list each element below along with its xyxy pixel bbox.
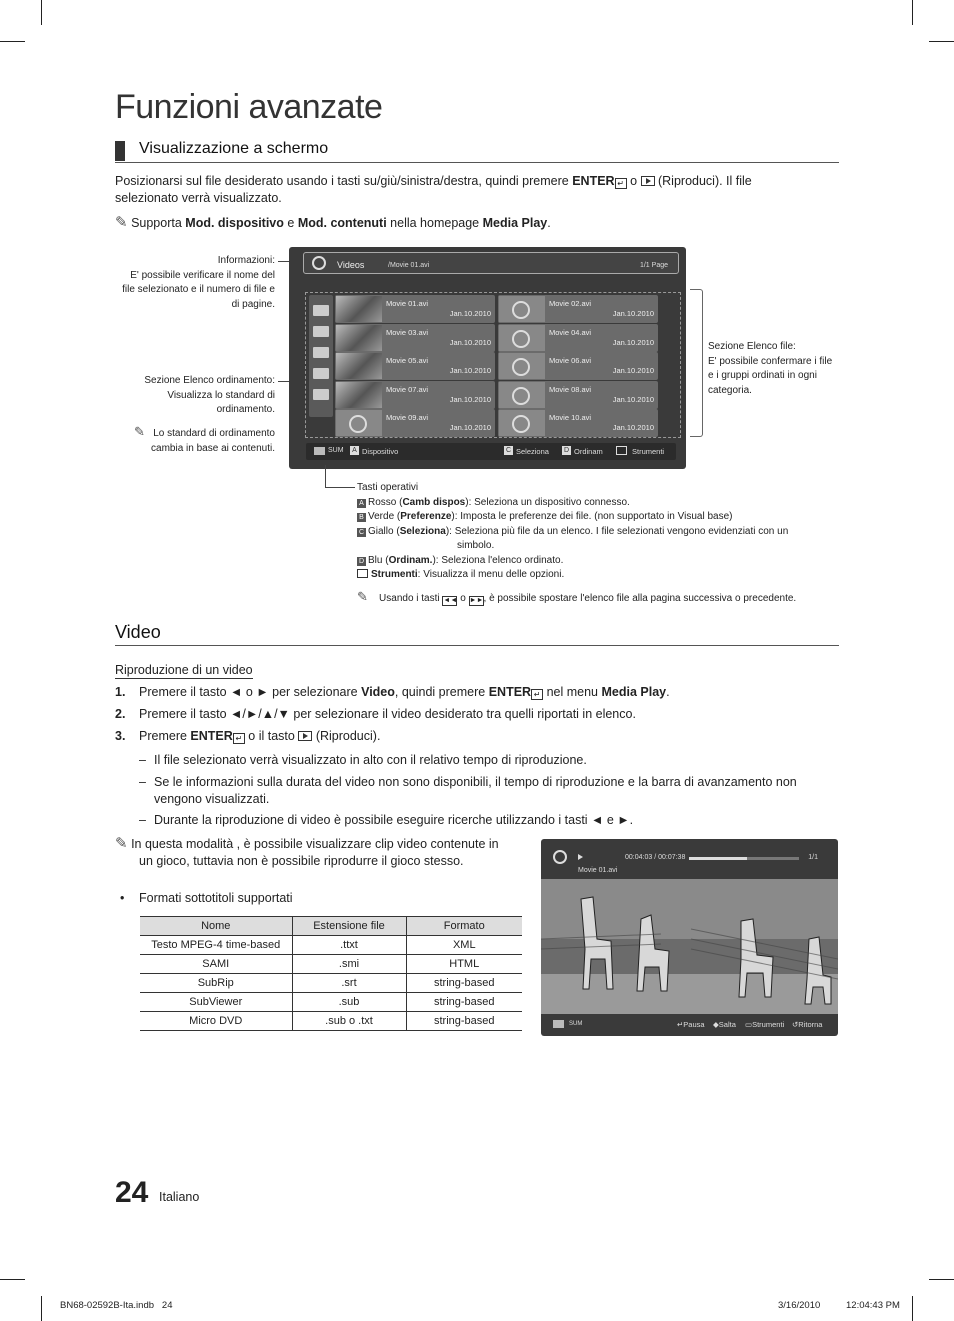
dash-text: Se le informazioni sulla durata del video non sono disponibili, il tempo di riproduzione e la barra di avanzamento non (154, 775, 797, 789)
step-text: nel menu (546, 685, 598, 699)
note-text: un gioco, tuttavia non è possibile riprodurre il gioco stesso. (139, 854, 464, 868)
return-icon: ↺ (792, 1020, 799, 1029)
callout-line: cambia in base ai contenuti. (151, 442, 275, 454)
info-bar (303, 252, 679, 274)
callout-line: categoria. (708, 384, 752, 396)
enter-icon: ↵ (233, 733, 245, 744)
file-name: Movie 01.avi (578, 867, 618, 874)
pause-control[interactable] (677, 1020, 705, 1029)
step-bold: Video (361, 685, 395, 699)
skip-control[interactable] (713, 1020, 736, 1029)
file-name: Movie 07.avi (386, 384, 429, 394)
heading-rule (115, 162, 839, 163)
sort-folder-icon[interactable] (313, 305, 329, 316)
operation-bar (306, 443, 676, 460)
file-item[interactable] (335, 352, 495, 380)
sort-calendar-icon[interactable] (313, 368, 329, 379)
usb-icon (314, 447, 325, 455)
file-item[interactable] (498, 324, 658, 352)
crop-mark (0, 1279, 25, 1280)
file-item[interactable] (498, 409, 658, 437)
table-header: Estensione file (292, 917, 406, 936)
tools-button[interactable]: Strumenti (632, 447, 665, 456)
key-text: ): Seleziona più file da un elenco. I file selezionati vengono evidenziati con un (445, 525, 789, 537)
table-cell: Micro DVD (140, 1012, 292, 1031)
sum-label: SUM (328, 447, 344, 454)
note-bold: Media Play (482, 216, 548, 230)
callout-line: Informazioni: (217, 255, 275, 266)
callout-line: e i gruppi ordinati in ogni (708, 370, 817, 381)
tools-label: Strumenti (752, 1020, 785, 1029)
heading-rule (115, 645, 839, 646)
media-play-screen (289, 247, 686, 469)
playback-time: 00:04:03 / 00:07:38 (625, 854, 686, 861)
key-text: ): Imposta le preferenze dei file. (non supportato in Visual base) (451, 511, 733, 522)
play-icon (298, 731, 312, 741)
note-text: nella homepage (390, 216, 480, 230)
step-number: 3. (115, 729, 126, 743)
table-row (140, 955, 522, 974)
dash-text: Il file selezionato verrà visualizzato in alto con il relativo tempo di riproduzione. (154, 753, 587, 767)
note-text: In questa modalità , è possibile visualizzare clip video contenute in (131, 837, 499, 851)
sort-date-icon[interactable] (313, 347, 329, 358)
callout-filelist (708, 340, 848, 398)
file-item[interactable] (498, 295, 658, 323)
enter-icon: ↵ (677, 1020, 684, 1029)
callout-line: E' possibile verificare il nome del (130, 269, 275, 281)
crop-mark (912, 0, 913, 25)
crop-mark (0, 41, 25, 42)
step-text: (Riproduci). (315, 729, 381, 743)
return-control[interactable] (792, 1020, 822, 1029)
table-cell: Testo MPEG-4 time-based (140, 936, 292, 955)
usb-icon (553, 1020, 564, 1028)
file-thumbnail (499, 382, 545, 408)
file-date: Jan.10.2010 (449, 309, 491, 318)
file-path: /Movie 01.avi (388, 262, 430, 269)
file-item[interactable] (498, 352, 658, 380)
file-date: Jan.10.2010 (612, 366, 654, 375)
key-bold: Camb dispos (402, 496, 466, 508)
tools-icon (357, 569, 368, 578)
file-thumbnail (336, 325, 382, 351)
callout-line: ordinamento. (216, 404, 275, 415)
file-date: Jan.10.2010 (612, 394, 654, 404)
dash-mark: – (139, 813, 146, 827)
crop-mark (912, 1296, 913, 1321)
key-text: Blu ( (368, 554, 389, 566)
file-name: Movie 08.avi (549, 384, 592, 394)
file-date: Jan.10.2010 (612, 337, 654, 347)
dash-text: vengono visualizzati. (154, 792, 270, 806)
intro-text: Posizionarsi sul file desiderato usando i tasti su/giù/sinistra/destra, quindi premere (115, 174, 569, 188)
pause-label: Pausa (683, 1020, 705, 1029)
enter-label: ENTER (488, 685, 532, 699)
table-cell: HTML (406, 955, 522, 974)
key-text: Verde ( (368, 511, 401, 522)
callout-info (100, 254, 275, 312)
table-cell: SubViewer (140, 993, 292, 1012)
dash-item-1 (139, 752, 839, 769)
file-thumbnail (499, 325, 545, 351)
key-c-icon: C (358, 528, 365, 536)
video-heading: Video (115, 622, 161, 642)
dash-item-3 (139, 812, 839, 829)
table-cell: string-based (406, 993, 522, 1012)
video-reel-icon (512, 387, 530, 405)
file-date: Jan.10.2010 (612, 423, 654, 432)
key-text: ): Seleziona l'elenco ordinato. (432, 554, 564, 566)
callout-line: E' possibile confermare i file (708, 355, 833, 367)
key-text: ): Seleziona un dispositivo connesso. (465, 496, 630, 508)
page-count: 1/1 Page (639, 262, 668, 269)
keys-leader (325, 487, 355, 488)
enter-label: ENTER (572, 174, 615, 188)
rewind-icon: ◄◄ (443, 596, 458, 604)
video-reel-icon (512, 415, 530, 433)
table-header: Formato (406, 917, 522, 936)
subheading: Riproduzione di un video (115, 663, 253, 677)
key-bold: Strumenti (371, 569, 418, 580)
file-name: Movie 03.avi (386, 327, 429, 337)
file-thumbnail (499, 410, 545, 436)
file-name: Movie 04.avi (549, 327, 592, 337)
note-pencil-icon: ✎ (115, 835, 128, 852)
subtitle-table (140, 916, 522, 1031)
file-date: Jan.10.2010 (449, 366, 491, 375)
intro-paragraph (115, 173, 845, 207)
table-row (140, 974, 522, 993)
step-text: Premere il tasto ◄ o ► per selezionare (139, 685, 358, 699)
table-cell: SAMI (140, 955, 292, 974)
category-label: Videos (337, 260, 365, 270)
step-1 (115, 684, 845, 701)
table-cell: .sub o .txt (292, 1012, 406, 1031)
dash-mark: – (139, 775, 146, 789)
file-thumbnail (336, 353, 382, 379)
callout-line: file selezionato e il numero di file e (122, 284, 275, 295)
progress-bar[interactable] (689, 857, 799, 860)
dash-item-2 (139, 774, 839, 808)
sum-label: SUM (569, 1021, 583, 1027)
keys-heading: Tasti operativi (357, 482, 419, 493)
skip-label: Salta (718, 1020, 736, 1029)
video-reel-icon (312, 256, 326, 270)
key-text: Usando i tasti (379, 592, 440, 604)
table-cell: string-based (406, 1012, 522, 1031)
file-thumbnail (336, 382, 382, 408)
page-number: 24 (115, 1176, 149, 1209)
note-line (115, 214, 845, 232)
callout-sort-note (100, 425, 275, 456)
step-text: o il tasto (248, 729, 295, 743)
callout-sort (100, 374, 275, 418)
table-cell: .ttxt (292, 936, 406, 955)
key-text: , è possibile spostare l'elenco file alla pagina successiva o precedente. (483, 592, 797, 604)
step-bold: Media Play (601, 685, 667, 699)
table-cell: .smi (292, 955, 406, 974)
table-cell: .sub (292, 993, 406, 1012)
table-row (140, 936, 522, 955)
footer-date: 3/16/2010 (778, 1300, 821, 1311)
video-frame (541, 879, 838, 1014)
device-button[interactable]: Dispositivo (362, 447, 399, 456)
play-state-icon (578, 854, 583, 860)
play-icon (641, 176, 655, 186)
table-cell: .srt (292, 974, 406, 993)
key-text: Giallo ( (368, 525, 400, 537)
note-pencil-icon: ✎ (357, 588, 368, 604)
intro-text: o (630, 174, 638, 188)
key-text: simbolo. (457, 540, 495, 551)
keys-description (357, 481, 837, 606)
file-name: Movie 06.avi (549, 356, 592, 365)
file-name: Movie 02.avi (549, 299, 592, 308)
video-playback-screen (541, 839, 838, 1036)
enter-icon: ↵ (531, 689, 543, 700)
enter-icon: ↵ (615, 178, 627, 189)
table-header: Nome (140, 917, 292, 936)
step-number: 1. (115, 685, 126, 699)
keys-leader (325, 465, 326, 487)
footer-time: 12:04:43 PM (846, 1300, 900, 1311)
note-bold: Mod. contenuti (297, 216, 387, 230)
sort-list[interactable] (309, 295, 333, 417)
step-text: , quindi premere (394, 685, 486, 699)
step-text: . (666, 685, 670, 699)
sort-preference-icon[interactable] (313, 389, 329, 400)
language-label: Italiano (159, 1190, 200, 1204)
key-a-icon: A (357, 499, 366, 508)
note-text: Supporta (131, 216, 182, 230)
giraffes-image (541, 879, 838, 1014)
note-text: e (287, 216, 295, 230)
video-reel-icon (512, 330, 530, 348)
tools-control[interactable] (745, 1020, 784, 1029)
table-row (140, 1012, 522, 1031)
crop-mark (41, 1296, 42, 1321)
file-name: Movie 05.avi (386, 356, 429, 365)
step-2 (115, 706, 845, 723)
note-text: . (547, 216, 551, 230)
file-item[interactable] (335, 409, 495, 437)
enter-label: ENTER (190, 729, 233, 743)
sort-title-icon[interactable] (313, 326, 329, 337)
dash-mark: – (139, 753, 146, 767)
callout-line: Sezione Elenco ordinamento: (144, 375, 275, 386)
file-date: Jan.10.2010 (449, 337, 491, 347)
note-pencil-icon: ✎ (115, 214, 128, 231)
progress-fill (689, 857, 747, 860)
table-row (140, 993, 522, 1012)
table-cell: XML (406, 936, 522, 955)
file-thumbnail (499, 296, 545, 322)
callout-line: Lo standard di ordinamento (153, 428, 275, 439)
filelist-bracket (690, 289, 703, 437)
key-text: Rosso ( (368, 496, 403, 508)
video-reel-icon (553, 850, 567, 864)
step-3 (115, 728, 845, 745)
select-button[interactable]: Seleziona (516, 447, 549, 456)
video-reel-icon (512, 301, 530, 319)
note-bold: Mod. dispositivo (185, 216, 284, 230)
step-text: Premere (139, 729, 187, 743)
fast-forward-icon: ►► (469, 596, 484, 604)
footer-file: BN68-02592B-Ita.indb 24 (60, 1300, 173, 1311)
key-c-badge[interactable]: C (505, 447, 512, 454)
file-date: Jan.10.2010 (612, 309, 654, 318)
key-bold: Preferenze (400, 511, 452, 522)
video-reel-icon (512, 358, 530, 376)
table-cell: string-based (406, 974, 522, 993)
key-text: : Visualizza il menu delle opzioni. (417, 569, 565, 580)
file-count: 1/1 (808, 854, 818, 861)
intro-text: (Riproduci). Il file (657, 174, 752, 188)
bullet-item (120, 890, 293, 907)
intro-text: selezionato verrà visualizzato. (115, 191, 282, 205)
callout-line: Visualizza lo standard di (167, 389, 275, 401)
bullet-text: Formati sottotitoli supportati (139, 891, 293, 905)
callout-line: di pagine. (231, 298, 275, 310)
file-thumbnail (336, 410, 382, 436)
file-date: Jan.10.2010 (449, 394, 491, 404)
crop-mark (41, 0, 42, 25)
file-item[interactable] (335, 295, 495, 323)
file-item[interactable] (335, 324, 495, 352)
key-bold: Seleziona (399, 525, 446, 537)
key-a-badge[interactable]: A (350, 446, 359, 455)
file-name: Movie 01.avi (386, 299, 429, 308)
key-b-icon: B (357, 513, 366, 522)
note-pencil-icon: ✎ (134, 424, 145, 439)
section-heading: Visualizzazione a schermo (139, 140, 329, 157)
callout-line: Sezione Elenco file: (708, 341, 796, 352)
step-number: 2. (115, 707, 126, 721)
file-thumbnail (336, 296, 382, 322)
video-reel-icon (349, 415, 367, 433)
table-cell: SubRip (140, 974, 292, 993)
file-date: Jan.10.2010 (449, 423, 491, 432)
tools-icon: ▭ (745, 1020, 753, 1029)
file-name: Movie 10.avi (549, 413, 592, 422)
tools-icon (616, 446, 627, 455)
file-item[interactable] (498, 381, 658, 409)
step-text: Premere il tasto ◄/►/▲/▼ per selezionare il video desiderato tra quelli riportati in elenco. (139, 707, 636, 721)
heading-bar (115, 141, 125, 161)
game-note (115, 835, 535, 870)
key-text: o (460, 592, 466, 604)
bullet-icon: • (120, 891, 125, 905)
crop-mark (929, 41, 954, 42)
left-right-icon: ◆ (713, 1020, 719, 1029)
key-d-badge[interactable]: D (563, 447, 570, 454)
file-item[interactable] (335, 381, 495, 409)
crop-mark (929, 1279, 954, 1280)
file-thumbnail (499, 353, 545, 379)
key-bold: Ordinam. (388, 554, 433, 566)
sort-button[interactable]: Ordinam (574, 447, 603, 456)
key-d-icon: D (358, 557, 365, 565)
dash-text: Durante la riproduzione di video è possibile eseguire ricerche utilizzando i tasti ◄ e ►. (154, 813, 634, 827)
page-title: Funzioni avanzate (115, 88, 383, 126)
file-name: Movie 09.avi (386, 413, 429, 422)
return-label: Ritorna (798, 1020, 823, 1029)
